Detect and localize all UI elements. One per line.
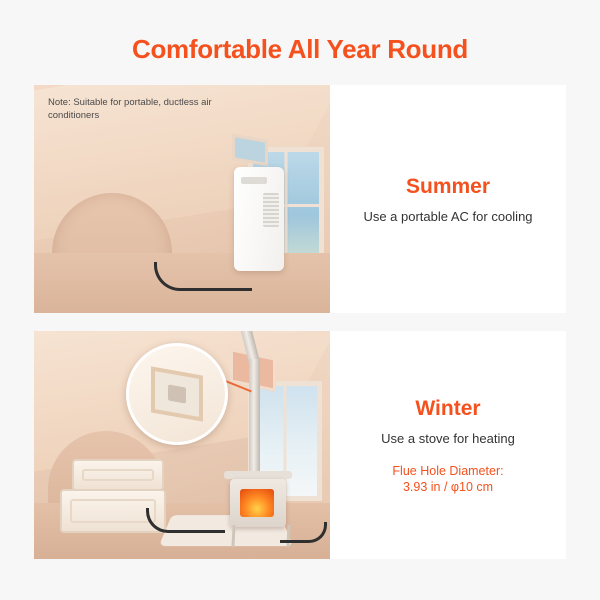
summer-description: Use a portable AC for cooling bbox=[363, 208, 533, 224]
power-cable bbox=[146, 508, 225, 533]
winter-season-title: Winter bbox=[415, 396, 481, 420]
panel-summer bbox=[34, 85, 566, 313]
summer-season-title: Summer bbox=[405, 174, 491, 198]
stove-fire bbox=[240, 489, 274, 517]
portable-ac-unit bbox=[234, 167, 284, 271]
flue-hole bbox=[168, 384, 186, 403]
panel-winter bbox=[34, 331, 566, 559]
ac-vent-grill bbox=[263, 193, 279, 227]
stove-pipe bbox=[249, 359, 260, 471]
wood-stove bbox=[230, 479, 286, 527]
flue-hole-zoom-callout bbox=[126, 343, 228, 445]
page-title: Comfortable All Year Round bbox=[131, 34, 469, 64]
summer-photo bbox=[34, 85, 330, 313]
winter-caption bbox=[330, 331, 566, 559]
flue-diameter-label: Flue Hole Diameter: bbox=[392, 463, 504, 478]
winter-photo bbox=[34, 331, 330, 559]
winter-description: Use a stove for heating bbox=[381, 430, 515, 446]
storage-box-upper bbox=[72, 459, 164, 491]
ac-control-panel bbox=[241, 177, 267, 184]
summer-caption bbox=[330, 85, 566, 313]
stove-top-plate bbox=[224, 471, 292, 479]
flue-diameter-value: 3.93 in / φ10 cm bbox=[402, 479, 494, 494]
summer-note: Note: Suitable for portable, ductless air conditioners bbox=[48, 97, 212, 121]
